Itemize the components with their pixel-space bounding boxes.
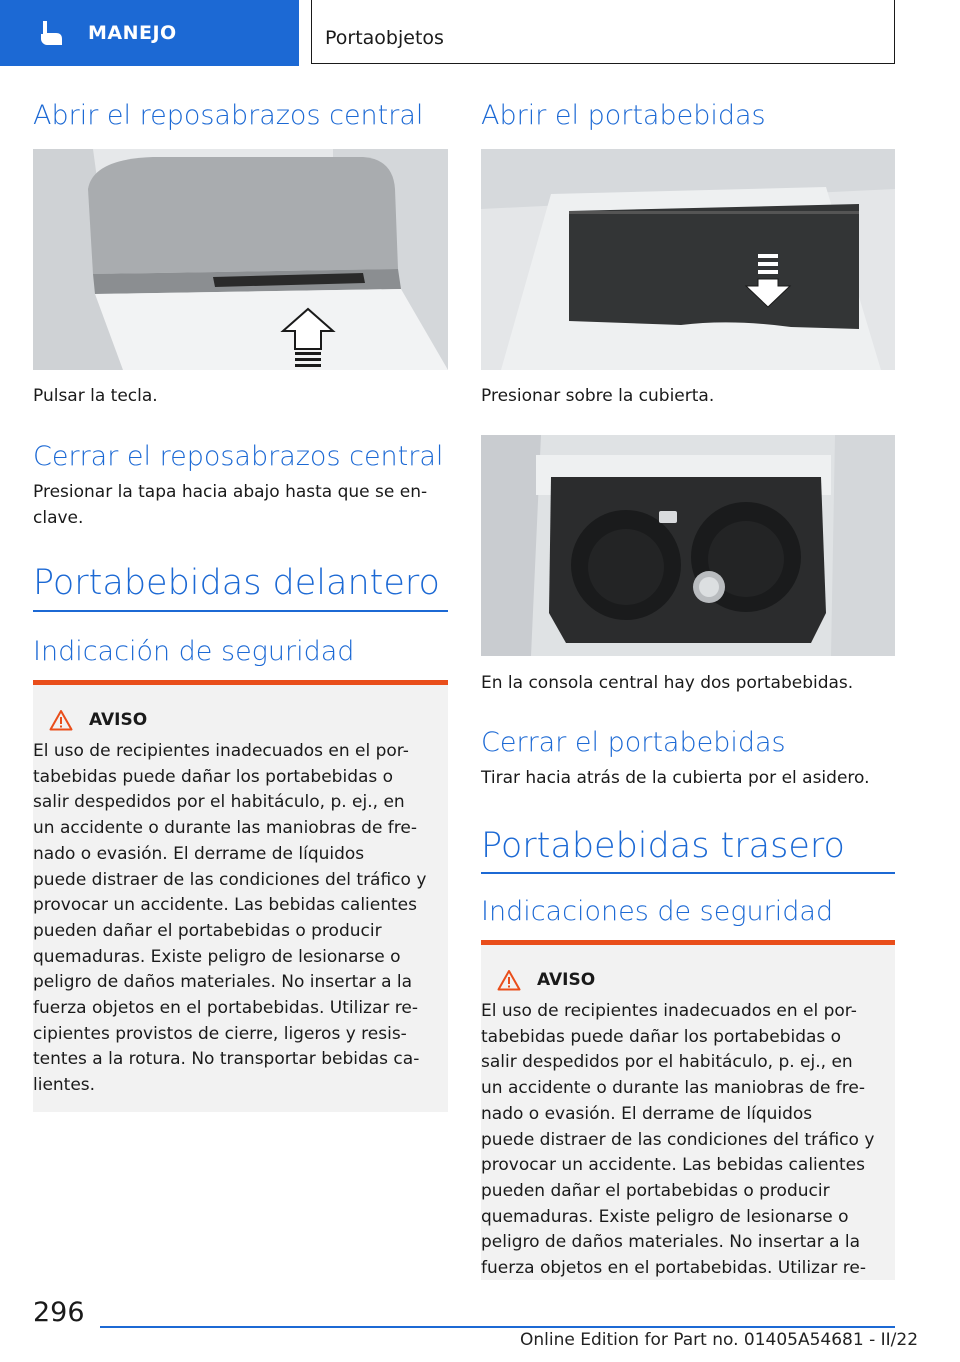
armrest-photo [33,149,448,370]
page-number: 296 [33,1297,85,1328]
warning-text: El uso de recipientes inadecuados en el por- tabebidas puede dañar los portabebidas o salir despedidos por el habitáculo, p. ej., en un accidente o durante las maniobras de fre- nado o evasión. El derrame de líquidos puede distraer de las condiciones del tráfico y provocar un accidente. Las bebidas calientes pueden dañar el portabebidas o producir quemaduras. Existe peligro de lesionarse o peligro de daños materiales. No insertar a la fuerza objetos en el portabebidas. Utilizar re- [481,1001,875,1279]
warning-title: AVISO [537,970,596,990]
heading-close-armrest: Cerrar el reposabrazos central [33,441,444,472]
steering-hand-icon [36,18,66,48]
caption-press-button: Pulsar la tecla. [33,386,158,406]
warning-text: El uso de recipientes inadecuados en el por- tabebidas puede dañar los portabebidas o salir despedidos por el habitáculo, p. ej., en un accidente o durante las maniobras de fre- nado o evasión. El derrame de líquidos puede distraer de las condiciones del tráfico y provocar un accidente. Las bebidas calientes pueden dañar el portabebidas o producir quemaduras. Existe peligro de lesionarse o peligro de daños materiales. No insertar a la fuerza objetos en el portabebidas. Utilizar re- cipientes provistos de cierre, ligeros y resis- tentes a la rotura. No transportar bebidas ca- lientes. [33,741,427,1096]
heading-front-cupholder: Portabebidas delantero [33,563,440,603]
heading-safety-rear: Indicaciones de seguridad [481,896,834,927]
heading-open-armrest: Abrir el reposabrazos central [33,100,424,131]
footer-rule [100,1326,895,1328]
heading-open-cupholder: Abrir el portabebidas [481,100,766,131]
heading-close-cupholder: Cerrar el portabebidas [481,727,786,758]
cupholders-photo [481,435,895,656]
section-title: MANEJO [88,22,177,44]
warning-header [49,709,147,731]
heading-rear-cupholder: Portabebidas trasero [481,826,845,866]
warning-box-rear [481,940,895,1280]
caption-two-cupholders: En la consola central hay dos portabebidas. [481,673,854,693]
heading-safety-front: Indicación de seguridad [33,636,355,667]
warning-title: AVISO [89,710,148,730]
heading-rule [33,610,448,612]
close-cupholder-text: Tirar hacia atrás de la cubierta por el asidero. [481,768,870,788]
section-tab [0,0,299,66]
edition-note: Online Edition for Part no. 01405A54681 - II/22 [520,1330,919,1350]
warning-triangle-icon [49,709,73,731]
warning-header [497,969,595,991]
caption-press-cover: Presionar sobre la cubierta. [481,386,715,406]
warning-triangle-icon [497,969,521,991]
cupholder-cover-photo [481,149,895,370]
warning-box-front [33,680,448,1112]
close-armrest-text: Presionar la tapa hacia abajo hasta que se en- clave. [33,482,428,528]
heading-rule-right [481,872,895,874]
chapter-title: Portaobjetos [325,27,444,49]
